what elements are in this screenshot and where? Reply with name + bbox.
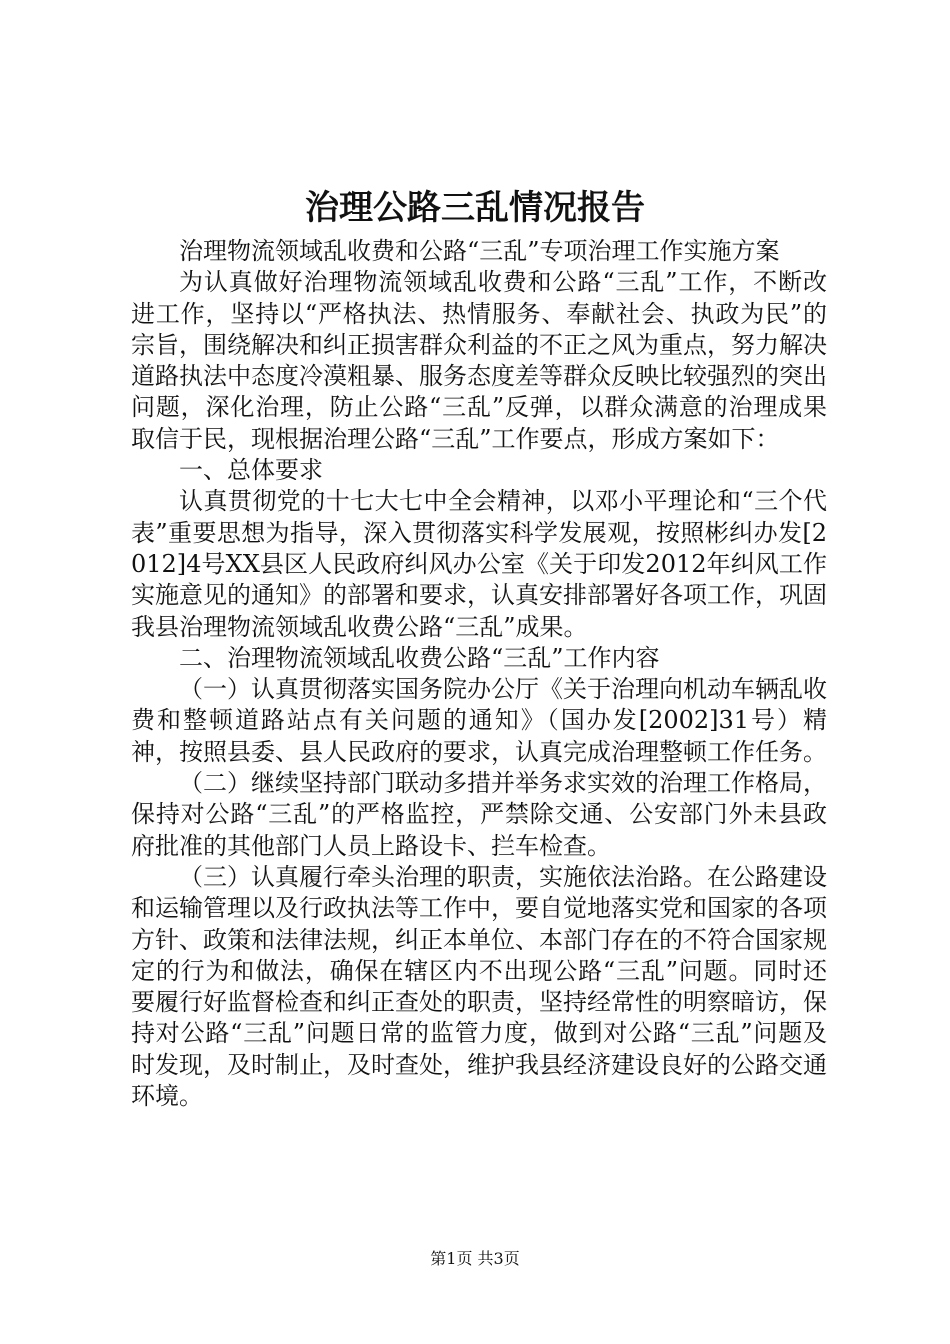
paragraph-subtitle: 治理物流领域乱收费和公路“三乱”专项治理工作实施方案	[179, 237, 780, 265]
paragraph-item-1: （一）认真贯彻落实国务院办公厅《关于治理向机动车辆乱收费和整顿道路站点有关问题的通知》（国办发[2002]31号）精神，按照县委、县人民政府的要求，认真完成治理整顿工作任务。	[131, 675, 827, 766]
paragraph-item-2: （二）继续坚持部门联动多措并举务求实效的治理工作格局，保持对公路“三乱”的严格监控，严禁除交通、公安部门外未县政府批准的其他部门人员上路设卡、拦车检查。	[131, 769, 827, 860]
document-title: 治理公路三乱情况报告	[305, 188, 645, 228]
heading-work-content: 二、治理物流领域乱收费公路“三乱”工作内容	[179, 643, 660, 672]
heading-general-requirements: 一、总体要求	[179, 456, 323, 485]
paragraph-item-3: （三）认真履行牵头治理的职责，实施依法治路。在公路建设和运输管理以及行政执法等工作中，要自觉地落实党和国家的各项方针、政策和法律法规，纠正本单位、本部门存在的不符合国家规定的行为和做法，确保在辖区内不出现公路“三乱”问题。同时还要履行好监督检查和纠正查处的职责，坚持经常性的明察暗访，保持对公路“三乱”问题日常的监管力度，做到对公路“三乱”问题及时发现，及时制止，及时查处，维护我县经济建设良好的公路交通环境。	[131, 862, 827, 1111]
paragraph-general-requirements: 认真贯彻党的十七大七中全会精神，以邓小平理论和“三个代表”重要思想为指导，深入贯彻落实科学发展观，按照彬纠办发[2012]4号XX县区人民政府纠风办公室《关于印发2012年纠风工作实施意见的通知》的部署和要求，认真安排部署好各项工作，巩固我县治理物流领域乱收费公路“三乱”成果。	[131, 487, 827, 641]
document-body	[131, 236, 827, 1112]
page-number-footer: 第1页 共3页	[430, 1249, 520, 1268]
paragraph-intro: 为认真做好治理物流领域乱收费和公路“三乱”工作，不断改进工作，坚持以“严格执法、热情服务、奉献社会、执政为民”的宗旨，围绕解决和纠正损害群众利益的不正之风为重点，努力解决道路执法中态度冷漠粗暴、服务态度差等群众反映比较强烈的突出问题，深化治理，防止公路“三乱”反弹，以群众满意的治理成果取信于民，现根据治理公路“三乱”工作要点，形成方案如下：	[131, 268, 827, 453]
